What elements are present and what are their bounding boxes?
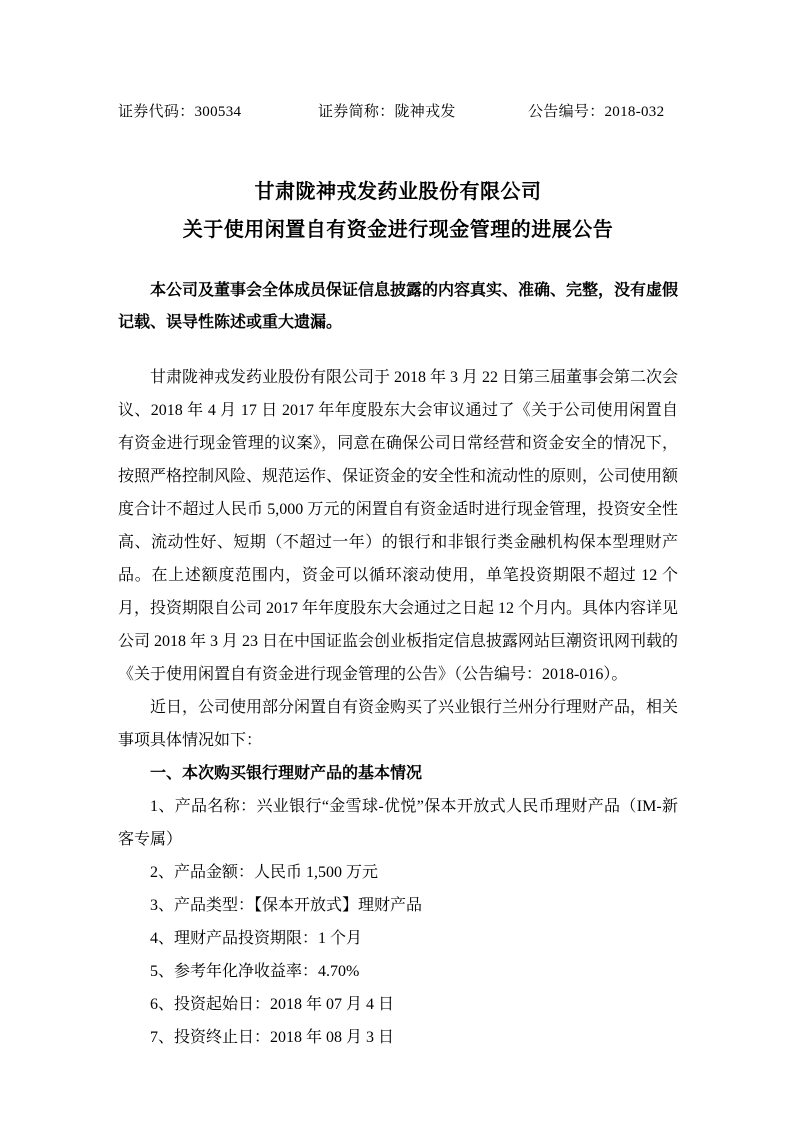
- disclosure-statement: [118, 275, 678, 339]
- page-title-company: 甘肃陇神戎发药业股份有限公司: [254, 181, 542, 203]
- page-title-subject: 关于使用闲置自有资金进行现金管理的进展公告: [182, 219, 614, 241]
- list-item: 4、理财产品投资期限：1 个月: [150, 930, 363, 947]
- list-item: 6、投资起始日：2018 年 07 月 4 日: [150, 996, 395, 1013]
- disclosure-statement-text: 本公司及董事会全体成员保证信息披露的内容真实、准确、完整，没有虚假记载、误导性陈述或重大遗漏。: [118, 282, 679, 331]
- paragraph-recent: 近日，公司使用部分闲置自有资金购买了兴业银行兰州分行理财产品，相关事项具体情况如下：: [118, 699, 679, 749]
- document-content: [118, 100, 678, 1054]
- announcement-number: 公告编号：2018-032: [528, 104, 665, 120]
- list-item: 7、投资终止日：2018 年 08 月 3 日: [150, 1029, 395, 1046]
- document-header: [118, 100, 678, 121]
- list-item: 5、参考年化净收益率：4.70%: [150, 963, 360, 980]
- list-item: 2、产品金额：人民币 1,500 万元: [150, 864, 379, 881]
- list-item: 3、产品类型：【保本开放式】理财产品: [150, 897, 423, 914]
- list-item: 1、产品名称：兴业银行“金雪球-优悦”保本开放式人民币理财产品（IM-新客专属）: [118, 798, 678, 848]
- security-name: 证券简称：陇神戎发: [318, 104, 456, 120]
- security-code: 证券代码：300534: [118, 104, 242, 120]
- section-heading-one: 一、本次购买银行理财产品的基本情况: [150, 765, 423, 782]
- paragraph-background: 甘肃陇神戎发药业股份有限公司于 2018 年 3 月 22 日第三届董事会第二次会议、2018 年 4 月 17 日 2017 年年度股东大会审议通过了《关于公司使用闲置自有资金进行现金管理的议案》，同意在确保公司日常经营和资金安全的情况下，按照严格控制风险、规范运作、保证资金的安全性和流动性的原则，公司使用额度合计不超过人民币 5,000 万元的闲置自有资金适时进行现金管理，投资安全性高、流动性好、短期（不超过一年）的银行和非银行类金融机构保本型理财产品。在上述额度范围内，资金可以循环滚动使用，单笔投资期限不超过 12 个月，投资期限自公司 2017 年年度股东大会通过之日起 12 个月内。具体内容详见公司 2018 年 3 月 23 日在中国证监会创业板指定信息披露网站巨潮资讯网刊载的《关于使用闲置自有资金进行现金管理的公告》（公告编号：2018-016）。: [118, 369, 679, 683]
